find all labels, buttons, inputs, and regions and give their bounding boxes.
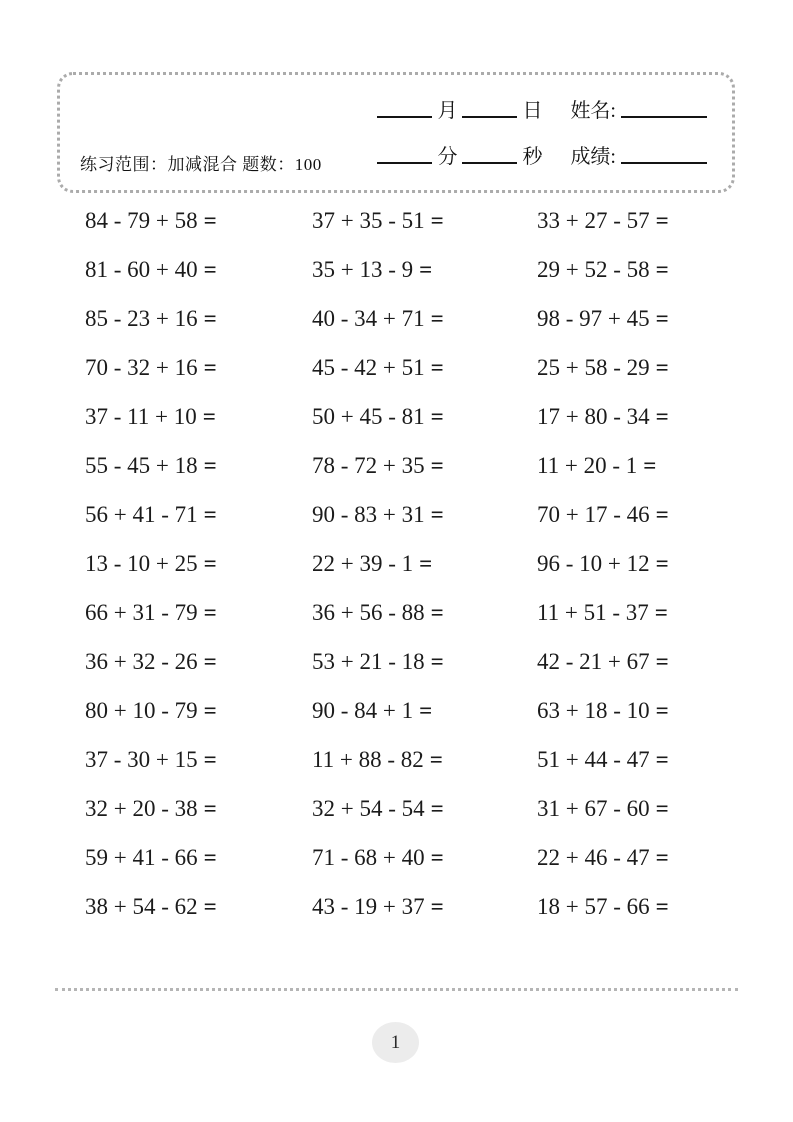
problem-expression: 25 + 58 - 29 [537,354,650,380]
problem-cell [312,294,537,343]
score-blank [621,162,707,164]
equals-sign: = [655,746,669,772]
problem-expression: 78 - 72 + 35 [312,452,425,478]
minute-label: 分 [437,146,458,168]
header-box [57,72,735,193]
second-label: 秒 [522,146,543,168]
problem-cell [85,196,312,245]
problem-cell [312,392,537,441]
problem-expression: 81 - 60 + 40 [85,256,198,282]
header-fill-in-area [374,91,710,168]
equals-sign: = [655,795,669,821]
problem-expression: 22 + 46 - 47 [537,844,650,870]
problem-cell [85,882,312,931]
page-number: 1 [390,1031,401,1053]
minute-blank [377,162,432,164]
equals-sign: = [655,550,669,576]
name-label: 姓名: [570,100,616,122]
problem-cell [537,245,745,294]
equals-sign: = [203,452,217,478]
equals-sign: = [203,305,217,331]
day-label: 日 [522,100,543,122]
problem-cell [312,637,537,686]
problem-cell [537,392,745,441]
problem-expression: 32 + 54 - 54 [312,795,425,821]
problem-expression: 40 - 34 + 71 [312,305,425,331]
problem-expression: 66 + 31 - 79 [85,599,198,625]
problem-expression: 84 - 79 + 58 [85,207,198,233]
problem-expression: 42 - 21 + 67 [537,648,650,674]
equals-sign: = [654,599,668,625]
equals-sign: = [202,403,216,429]
problem-cell [312,735,537,784]
equals-sign: = [655,844,669,870]
equals-sign: = [430,501,444,527]
problem-expression: 18 + 57 - 66 [537,893,650,919]
problem-expression: 38 + 54 - 62 [85,893,198,919]
equals-sign: = [429,746,443,772]
problem-expression: 33 + 27 - 57 [537,207,650,233]
problem-cell [312,882,537,931]
problem-cell [312,539,537,588]
equals-sign: = [430,354,444,380]
equals-sign: = [203,697,217,723]
problem-expression: 90 - 83 + 31 [312,501,425,527]
problem-cell [312,686,537,735]
problem-expression: 43 - 19 + 37 [312,893,425,919]
equals-sign: = [430,648,444,674]
problem-cell [312,833,537,882]
problem-expression: 29 + 52 - 58 [537,256,650,282]
problem-cell [85,833,312,882]
problem-expression: 96 - 10 + 12 [537,550,650,576]
date-name-row [374,91,710,122]
equals-sign: = [655,207,669,233]
equals-sign: = [203,599,217,625]
problem-cell [85,490,312,539]
problem-cell [85,539,312,588]
problem-cell [85,294,312,343]
problem-expression: 45 - 42 + 51 [312,354,425,380]
problem-expression: 11 + 20 - 1 [537,452,638,478]
equals-sign: = [655,648,669,674]
problem-expression: 31 + 67 - 60 [537,795,650,821]
problem-cell [537,882,745,931]
problem-cell [537,686,745,735]
equals-sign: = [430,305,444,331]
equals-sign: = [655,403,669,429]
problem-cell [85,637,312,686]
problem-expression: 35 + 13 - 9 [312,256,414,282]
problem-expression: 50 + 45 - 81 [312,403,425,429]
problem-expression: 17 + 80 - 34 [537,403,650,429]
problem-cell [85,686,312,735]
problem-cell [537,441,745,490]
equals-sign: = [419,256,433,282]
bottom-separator [55,988,738,991]
problem-cell [537,588,745,637]
problem-expression: 11 + 51 - 37 [537,599,649,625]
equals-sign: = [430,207,444,233]
equals-sign: = [655,256,669,282]
problem-cell [537,735,745,784]
problem-cell [85,392,312,441]
problem-cell [85,588,312,637]
problem-cell [312,245,537,294]
equals-sign: = [655,305,669,331]
equals-sign: = [203,207,217,233]
equals-sign: = [655,354,669,380]
problem-expression: 37 - 30 + 15 [85,746,198,772]
problem-expression: 36 + 56 - 88 [312,599,425,625]
problem-expression: 90 - 84 + 1 [312,697,414,723]
problem-cell [537,343,745,392]
score-label: 成绩: [570,146,616,168]
problem-cell [85,343,312,392]
problem-cell [537,784,745,833]
equals-sign: = [430,893,444,919]
problem-cell [312,784,537,833]
problems-grid [85,196,745,931]
problem-expression: 80 + 10 - 79 [85,697,198,723]
problem-expression: 71 - 68 + 40 [312,844,425,870]
equals-sign: = [430,452,444,478]
problem-expression: 63 + 18 - 10 [537,697,650,723]
problem-cell [537,539,745,588]
problem-cell [537,196,745,245]
problem-expression: 13 - 10 + 25 [85,550,198,576]
problem-expression: 56 + 41 - 71 [85,501,198,527]
equals-sign: = [203,795,217,821]
equals-sign: = [203,844,217,870]
problem-cell [537,294,745,343]
month-label: 月 [437,100,458,122]
problem-expression: 37 - 11 + 10 [85,403,197,429]
month-blank [377,116,432,118]
problem-cell [85,784,312,833]
problem-expression: 32 + 20 - 38 [85,795,198,821]
equals-sign: = [203,256,217,282]
problem-cell [312,588,537,637]
problem-expression: 70 - 32 + 16 [85,354,198,380]
second-blank [462,162,517,164]
problem-cell [537,833,745,882]
equals-sign: = [430,599,444,625]
problem-cell [85,735,312,784]
day-blank [462,116,517,118]
equals-sign: = [430,795,444,821]
problem-expression: 53 + 21 - 18 [312,648,425,674]
page-number-badge [372,1022,419,1063]
problem-cell [85,245,312,294]
problem-expression: 70 + 17 - 46 [537,501,650,527]
problem-cell [85,441,312,490]
equals-sign: = [430,403,444,429]
equals-sign: = [203,893,217,919]
problem-expression: 98 - 97 + 45 [537,305,650,331]
name-blank [621,116,707,118]
equals-sign: = [655,501,669,527]
equals-sign: = [203,746,217,772]
problem-expression: 22 + 39 - 1 [312,550,414,576]
equals-sign: = [203,550,217,576]
time-score-row [374,137,710,168]
problem-expression: 11 + 88 - 82 [312,746,424,772]
equals-sign: = [203,648,217,674]
problem-cell [312,490,537,539]
problem-cell [537,490,745,539]
practice-info-label: 练习范围：加减混合 题数：100 [80,155,322,174]
problem-cell [312,343,537,392]
equals-sign: = [655,697,669,723]
equals-sign: = [419,697,433,723]
problem-expression: 37 + 35 - 51 [312,207,425,233]
equals-sign: = [203,501,217,527]
problem-expression: 36 + 32 - 26 [85,648,198,674]
problem-expression: 85 - 23 + 16 [85,305,198,331]
equals-sign: = [430,844,444,870]
equals-sign: = [643,452,657,478]
problem-cell [312,441,537,490]
problem-cell [537,637,745,686]
problem-cell [312,196,537,245]
equals-sign: = [203,354,217,380]
equals-sign: = [419,550,433,576]
problem-expression: 51 + 44 - 47 [537,746,650,772]
equals-sign: = [655,893,669,919]
problem-expression: 59 + 41 - 66 [85,844,198,870]
problem-expression: 55 - 45 + 18 [85,452,198,478]
